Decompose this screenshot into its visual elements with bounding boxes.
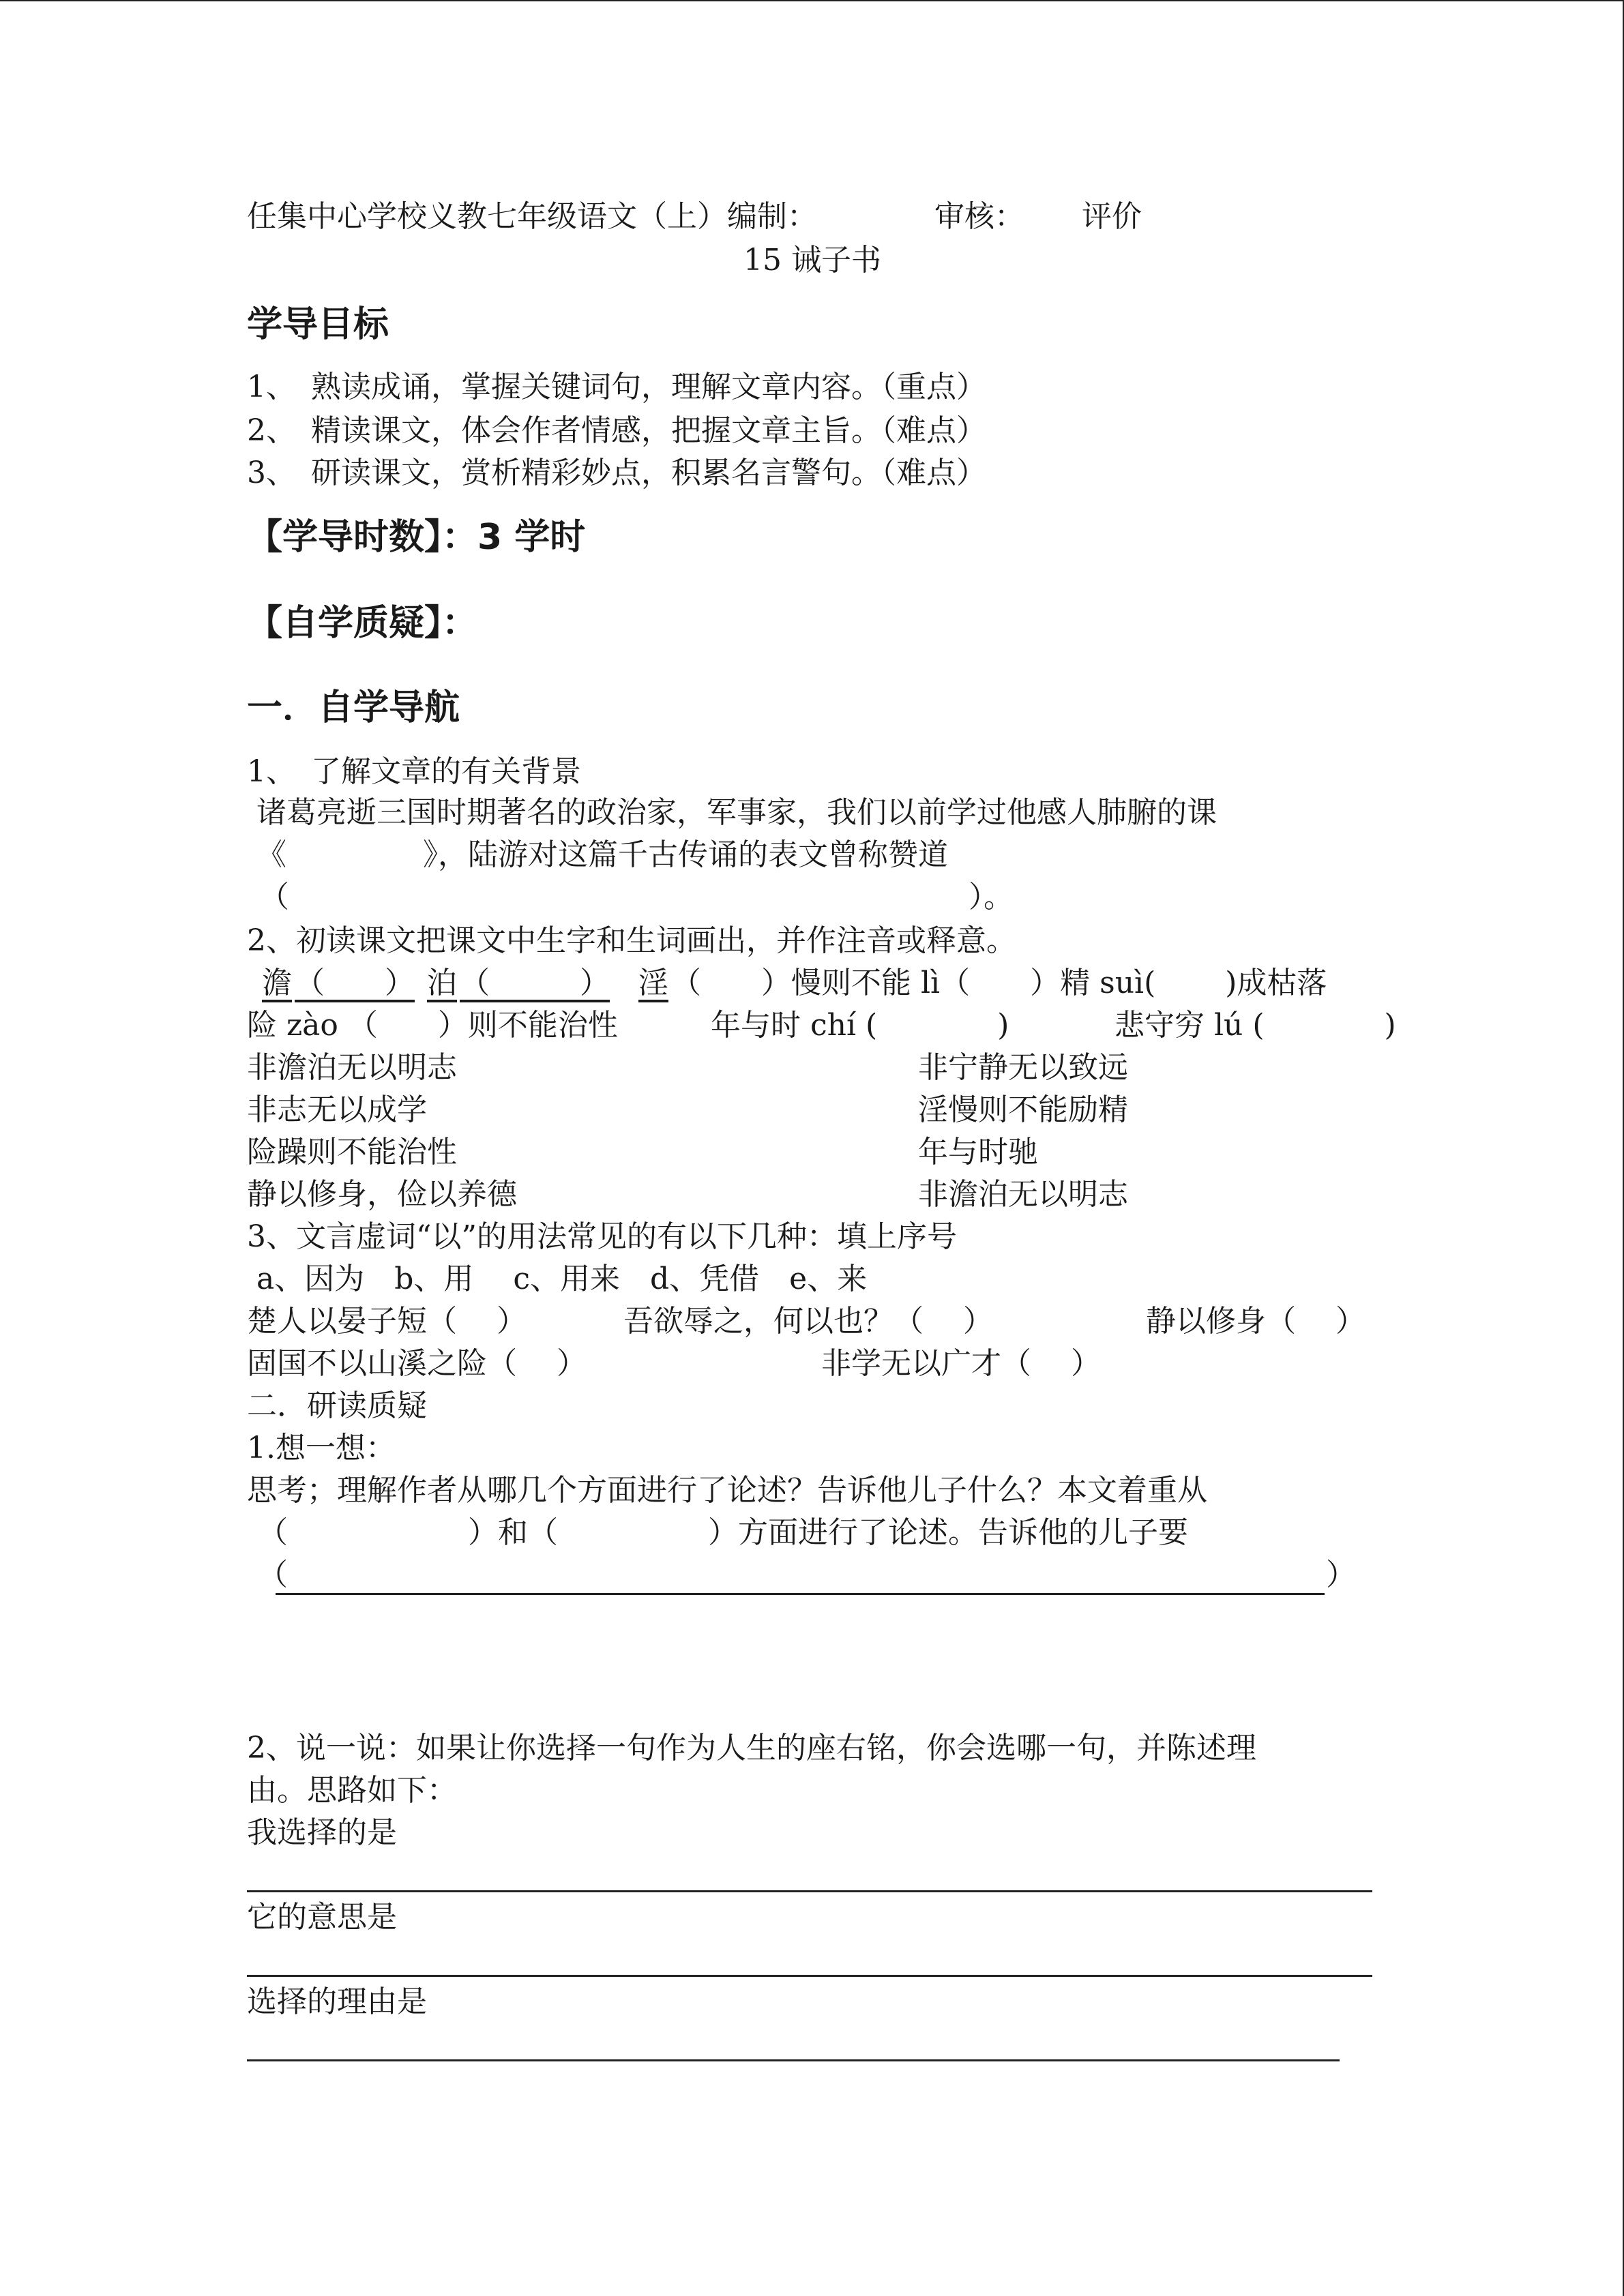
q1-paren-close: ）。 (969, 880, 1014, 914)
q3-item: 楚人以晏子短（ ） (247, 1304, 527, 1339)
say-line: 由。思路如下： (247, 1773, 457, 1808)
header-review: 审核： (934, 199, 1024, 234)
q3-item: 吾欲辱之，何以也？（ ） (623, 1304, 993, 1339)
q1-line2: 》，陆游对这篇千古传诵的表文曾称赞道 (423, 837, 948, 872)
think-title: 1.想一想： (247, 1431, 396, 1465)
vocab-row2-a: 险 zào （ ）则不能治性 (247, 1008, 618, 1043)
lesson-title: 15 诫子书 (743, 243, 881, 278)
objectives-heading: 学导目标 (247, 304, 389, 345)
meaning-label: 它的意思是 (247, 1900, 397, 1935)
vocab-word: 淫 (638, 966, 668, 1000)
answer-line (276, 1593, 1325, 1595)
vocab-word: 泊 (427, 966, 457, 1000)
pair-right: 非澹泊无以明志 (918, 1177, 1128, 1212)
choice-label: 我选择的是 (247, 1815, 397, 1850)
q1-paren-open: （ (259, 880, 289, 914)
q3-title: 3、文言虚词“以”的用法常见的有以下几种：填上序号 (247, 1219, 957, 1254)
pair-right: 年与时驰 (918, 1135, 1038, 1169)
vocab-rest: （ ）慢则不能 lì（ ）精 suì( )成枯落 (671, 966, 1327, 1000)
think-paren-open: （ (258, 1557, 288, 1592)
vocab-blank: （ ） (460, 966, 610, 1000)
q1-line1: 诸葛亮逝三国时期著名的政治家，军事家，我们以前学过他感人肺腑的课 (247, 795, 1217, 830)
vocab-row2-b: 年与时 chí ( ) (711, 1008, 1009, 1043)
q3-item: 非学无以广才（ ） (821, 1346, 1101, 1381)
q1-bracket-open: 《 (256, 837, 286, 872)
answer-line (247, 1975, 1372, 1977)
header-evaluation: 评价 (1082, 199, 1142, 234)
q3-item: 固国不以山溪之险（ ） (247, 1346, 587, 1381)
q3-options: a、因为 b、用 c、用来 d、凭借 e、来 (247, 1262, 868, 1296)
answer-line (247, 1890, 1372, 1892)
objective-item: 2、 精读课文，体会作者情感，把握文章主旨。（难点） (247, 413, 986, 448)
say-line: 2、说一说：如果让你选择一句作为人生的座右铭，你会选哪一句，并陈述理 (247, 1731, 1256, 1765)
objective-item: 3、 研读课文，赏析精彩妙点，积累名言警句。（难点） (247, 456, 986, 490)
vocab-blank: （ ） (295, 966, 415, 1000)
vocab-word: 澹 (262, 966, 292, 1000)
pair-left: 非澹泊无以明志 (247, 1050, 457, 1085)
think-line: 思考；理解作者从哪几个方面进行了论述？告诉他儿子什么？本文着重从 (247, 1473, 1207, 1508)
section1-heading: 一．自学导航 (247, 687, 460, 728)
vocab-row2-c: 悲守穷 lú ( ) (1114, 1008, 1396, 1043)
think-line: （ ）和（ ）方面进行了论述。告诉他的儿子要 (258, 1515, 1188, 1550)
q2-title: 2、初读课文把课文中生字和生词画出，并作注音或释意。 (247, 923, 1016, 958)
pair-left: 静以修身，俭以养德 (247, 1177, 517, 1212)
study-hours: 【学导时数】：3 学时 (247, 517, 586, 558)
q1-title: 1、 了解文章的有关背景 (247, 754, 581, 789)
section2-heading: 二．研读质疑 (247, 1388, 427, 1423)
header-school: 任集中心学校义教七年级语文（上）编制： (247, 199, 817, 234)
think-paren-close: ） (1326, 1557, 1356, 1592)
pair-right: 非宁静无以致远 (918, 1050, 1128, 1085)
answer-line (247, 2059, 1340, 2061)
self-study-heading: 【自学质疑】： (247, 603, 478, 644)
objective-item: 1、 熟读成诵，掌握关键词句，理解文章内容。（重点） (247, 370, 986, 404)
pair-left: 险躁则不能治性 (247, 1135, 457, 1169)
reason-label: 选择的理由是 (247, 1984, 427, 2019)
pair-right: 淫慢则不能励精 (918, 1092, 1128, 1127)
pair-left: 非志无以成学 (247, 1092, 427, 1127)
q3-item: 静以修身（ ） (1146, 1304, 1365, 1339)
